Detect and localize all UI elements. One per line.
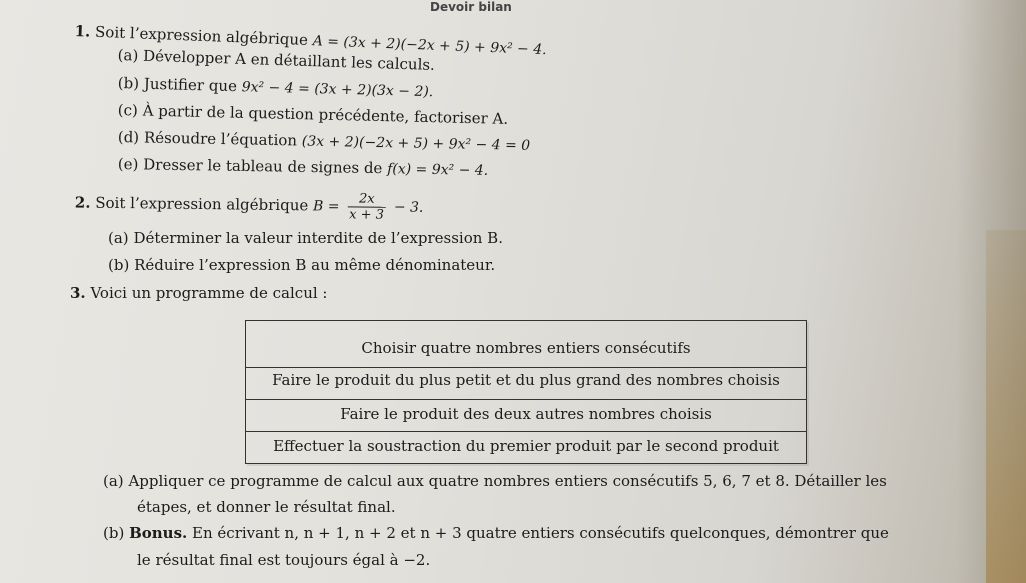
q3b-bonus: Bonus. bbox=[129, 524, 188, 542]
q2a-label: (a) bbox=[108, 229, 129, 247]
q2b-line bbox=[108, 256, 495, 274]
program-step-1: Choisir quatre nombres entiers consécutifs bbox=[361, 339, 691, 357]
program-divider-1 bbox=[246, 367, 806, 368]
q3-intro-line bbox=[70, 284, 327, 302]
q2-lhs: B = bbox=[312, 198, 340, 215]
program-divider-2 bbox=[246, 399, 806, 400]
q1a-label: (a) bbox=[117, 46, 139, 65]
q1c-label: (c) bbox=[117, 101, 139, 120]
q1a-text: Développer A en détaillant les calculs. bbox=[142, 46, 436, 74]
q3a-line1 bbox=[103, 472, 887, 490]
q1b-label: (b) bbox=[117, 74, 140, 93]
q3a-line2 bbox=[137, 498, 396, 516]
program-box bbox=[245, 320, 807, 464]
q1b-text: Justifier que bbox=[143, 74, 238, 96]
q1b-line bbox=[118, 74, 434, 100]
q1e-label: (e) bbox=[117, 155, 139, 174]
q1b-math: 9x² − 4 = (3x + 2)(3x − 2). bbox=[241, 79, 434, 101]
q1-expression: A = (3x + 2)(−2x + 5) + 9x² − 4. bbox=[312, 33, 547, 59]
q2-number: 2. bbox=[74, 193, 91, 212]
q2-numerator: 2x bbox=[347, 191, 386, 207]
q3a-text-2: étapes, et donner le résultat final. bbox=[137, 498, 396, 516]
q3b-line1 bbox=[103, 524, 889, 542]
q2a-line bbox=[108, 229, 503, 247]
q3a-label: (a) bbox=[103, 472, 124, 490]
q1-intro: Soit l’expression algébrique bbox=[94, 22, 309, 49]
q3-intro: Voici un programme de calcul : bbox=[90, 284, 328, 302]
q1e-text: Dresser le tableau de signes de bbox=[143, 155, 383, 178]
q3b-line2 bbox=[137, 551, 430, 569]
q3b-text-1: En écrivant n, n + 1, n + 2 et n + 3 quatre entiers consécutifs quelconques, démontrer que bbox=[192, 524, 889, 542]
q1d-line bbox=[118, 128, 531, 154]
q2-rest: − 3. bbox=[393, 199, 424, 216]
q1d-math: (3x + 2)(−2x + 5) + 9x² − 4 = 0 bbox=[301, 133, 531, 154]
program-divider-3 bbox=[246, 431, 806, 432]
program-step-4: Effectuer la soustraction du premier produit par le second produit bbox=[273, 437, 779, 455]
q2-denominator: x + 3 bbox=[349, 207, 385, 223]
q1c-text: À partir de la question précédente, factoriser A. bbox=[142, 101, 509, 128]
q2b-label: (b) bbox=[108, 256, 130, 274]
program-step-2: Faire le produit du plus petit et du plus grand des nombres choisis bbox=[272, 371, 780, 389]
q1d-label: (d) bbox=[117, 128, 140, 147]
q1c-line bbox=[118, 101, 509, 128]
q3a-text-1: Appliquer ce programme de calcul aux quatre nombres entiers consécutifs 5, 6, 7 et 8. Détailler les bbox=[128, 472, 887, 490]
q3b-label: (b) bbox=[103, 524, 125, 542]
q2a-text: Déterminer la valeur interdite de l’expression B. bbox=[133, 229, 503, 247]
program-step-3: Faire le produit des deux autres nombres choisis bbox=[340, 405, 712, 423]
q1e-math: f(x) = 9x² − 4. bbox=[387, 161, 489, 179]
q3b-text-2: le résultat final est toujours égal à −2. bbox=[137, 551, 431, 569]
q1d-text: Résoudre l’équation bbox=[143, 128, 298, 150]
q2-fraction bbox=[347, 191, 386, 222]
q2-intro: Soit l’expression algébrique bbox=[95, 193, 309, 215]
q2b-text: Réduire l’expression B au même dénominateur. bbox=[134, 256, 496, 274]
q1-number: 1. bbox=[74, 22, 91, 41]
q3-number: 3. bbox=[70, 284, 86, 302]
q2-intro-line bbox=[75, 188, 424, 223]
q1e-line bbox=[118, 155, 489, 179]
page-shadow-lower bbox=[986, 230, 1026, 583]
worksheet-header: Devoir bilan bbox=[430, 0, 512, 14]
